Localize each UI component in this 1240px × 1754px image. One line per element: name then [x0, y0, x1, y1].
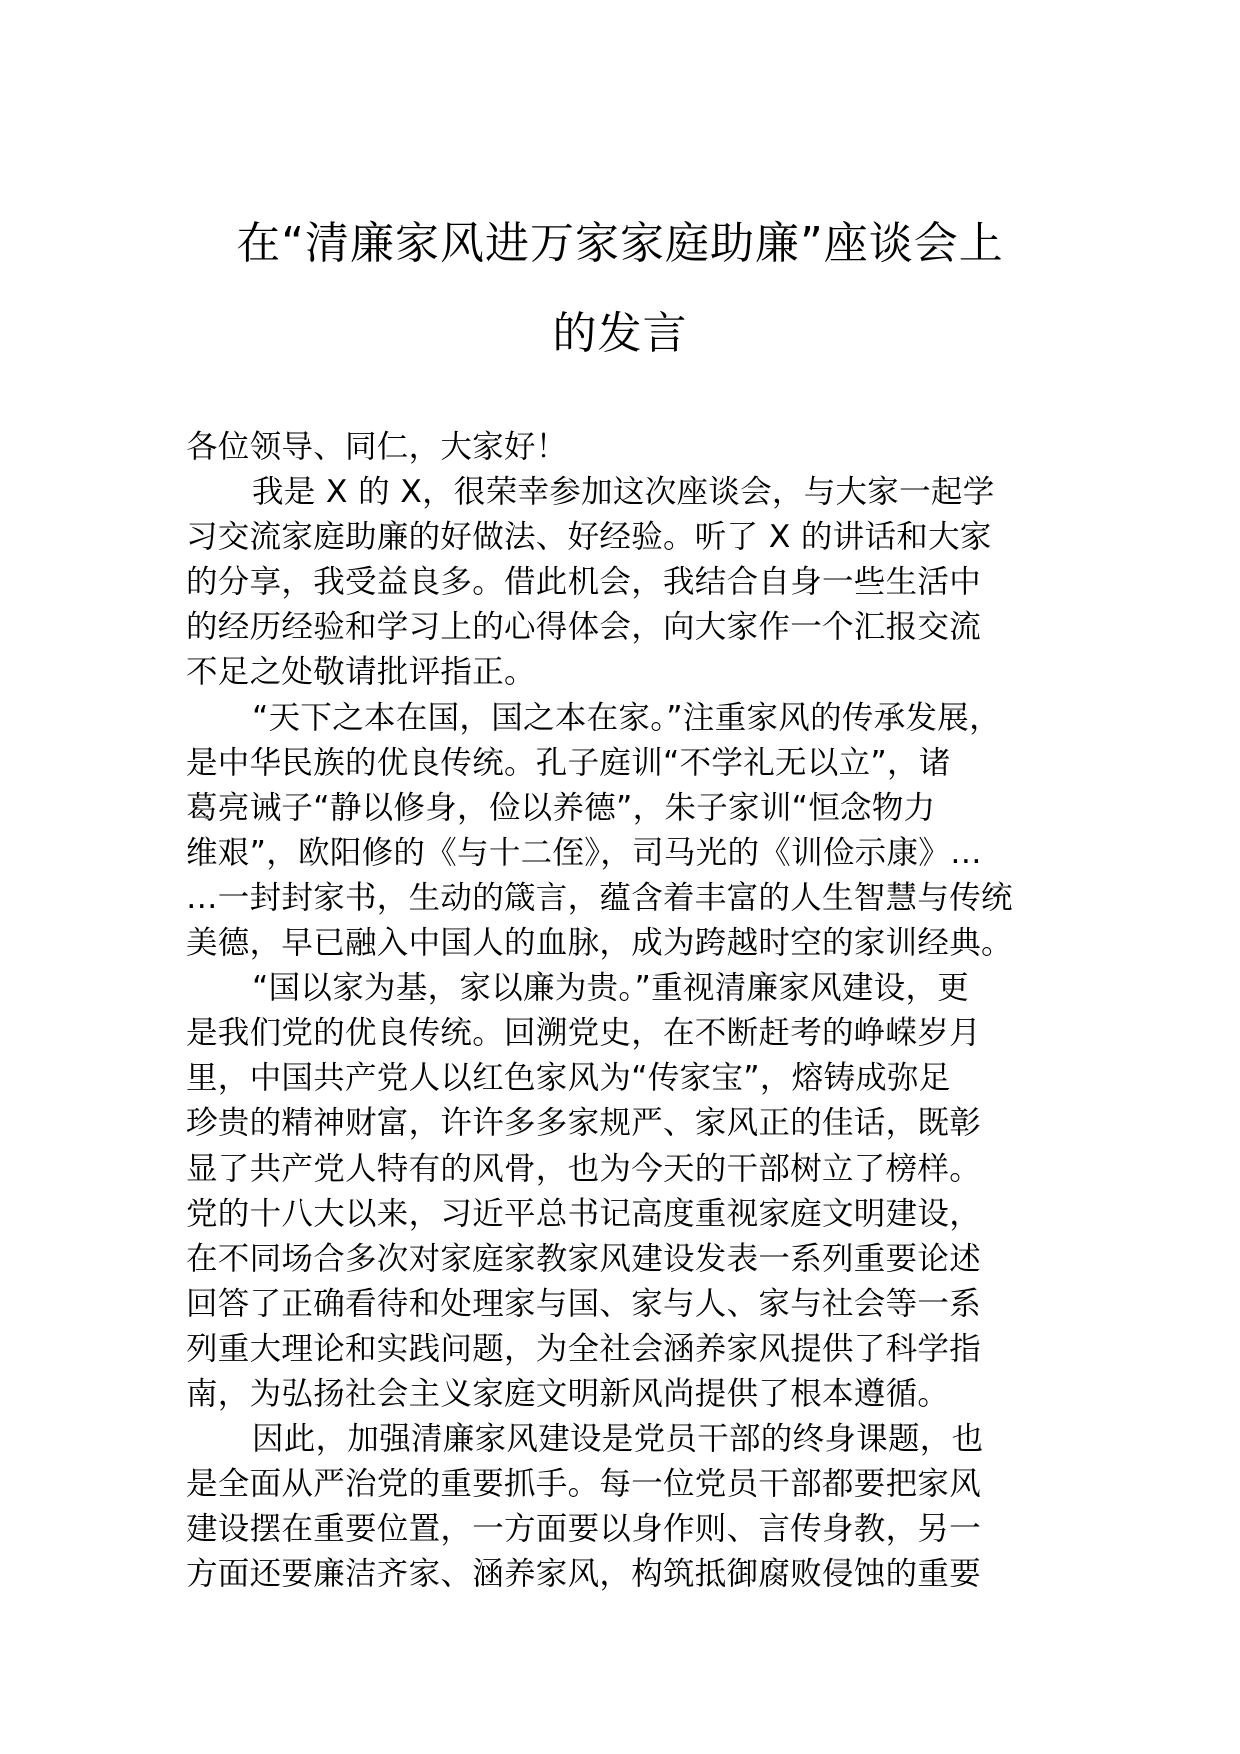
document-title-line-1: 在“清廉家风进万家家庭助廉”座谈会上	[236, 218, 1004, 269]
body-text-line: 是全面从严治党的重要抓手。每一位党员干部都要把家风	[186, 1466, 982, 1503]
body-text-line: 回答了正确看待和处理家与国、家与人、家与社会等一系	[186, 1285, 982, 1322]
body-text-line: 不足之处敬请批评指正。	[186, 654, 536, 691]
document-title-line-2: 的发言	[552, 308, 688, 359]
body-text-line: …一封封家书，生动的箴言，蕴含着丰富的人生智慧与传统	[186, 879, 1013, 916]
body-text-line: 习交流家庭助廉的好做法、好经验。听了 X 的讲话和大家	[186, 519, 992, 556]
body-text-line: 显了共产党人特有的风骨，也为今天的干部树立了榜样。	[186, 1150, 982, 1187]
body-text-line: 因此，加强清廉家风建设是党员干部的终身课题，也	[252, 1421, 984, 1458]
document-body	[186, 425, 1086, 1597]
body-text-line: 是中华民族的优良传统。孔子庭训“不学礼无以立”，诸	[186, 744, 951, 781]
body-text-line: 南，为弘扬社会主义家庭文明新风尚提供了根本遵循。	[186, 1375, 950, 1412]
body-text-line: 是我们党的优良传统。回溯党史，在不断赶考的峥嵘岁月	[186, 1015, 982, 1052]
body-text-line: 的经历经验和学习上的心得体会，向大家作一个汇报交流	[186, 609, 982, 646]
body-text-line: 我是 X 的 X，很荣幸参加这次座谈会，与大家一起学	[252, 474, 995, 511]
body-text-line: 里，中国共产党人以红色家风为“传家宝”，熔铸成弥足	[186, 1060, 951, 1097]
body-text-line: 党的十八大以来，习近平总书记高度重视家庭文明建设，	[186, 1195, 982, 1232]
body-text-line: 方面还要廉洁齐家、涵养家风，构筑抵御腐败侵蚀的重要	[186, 1556, 982, 1593]
body-text-line: 建设摆在重要位置，一方面要以身作则、言传身教，另一	[186, 1511, 982, 1548]
body-text-line: 各位领导、同仁，大家好！	[186, 429, 568, 465]
body-text-line: 葛亮诫子“静以修身，俭以养德”，朱子家训“恒念物力	[186, 789, 936, 826]
body-text-line: 列重大理论和实践问题，为全社会涵养家风提供了科学指	[186, 1330, 982, 1367]
body-text-line: 维艰”，欧阳修的《与十二侄》，司马光的《训俭示康》…	[186, 834, 982, 871]
body-text-line: 珍贵的精神财富，许许多多家规严、家风正的佳话，既彰	[186, 1105, 982, 1142]
body-text-line: 的分享，我受益良多。借此机会，我结合自身一些生活中	[186, 564, 982, 601]
body-text-line: “天下之本在国，国之本在家。”注重家风的传承发展，	[252, 699, 1001, 736]
body-text-line: “国以家为基，家以廉为贵。”重视清廉家风建设，更	[252, 970, 970, 1007]
body-text-line: 美德，早已融入中国人的血脉，成为跨越时空的家训经典。	[186, 925, 1013, 962]
body-text-line: 在不同场合多次对家庭家教家风建设发表一系列重要论述	[186, 1240, 982, 1277]
